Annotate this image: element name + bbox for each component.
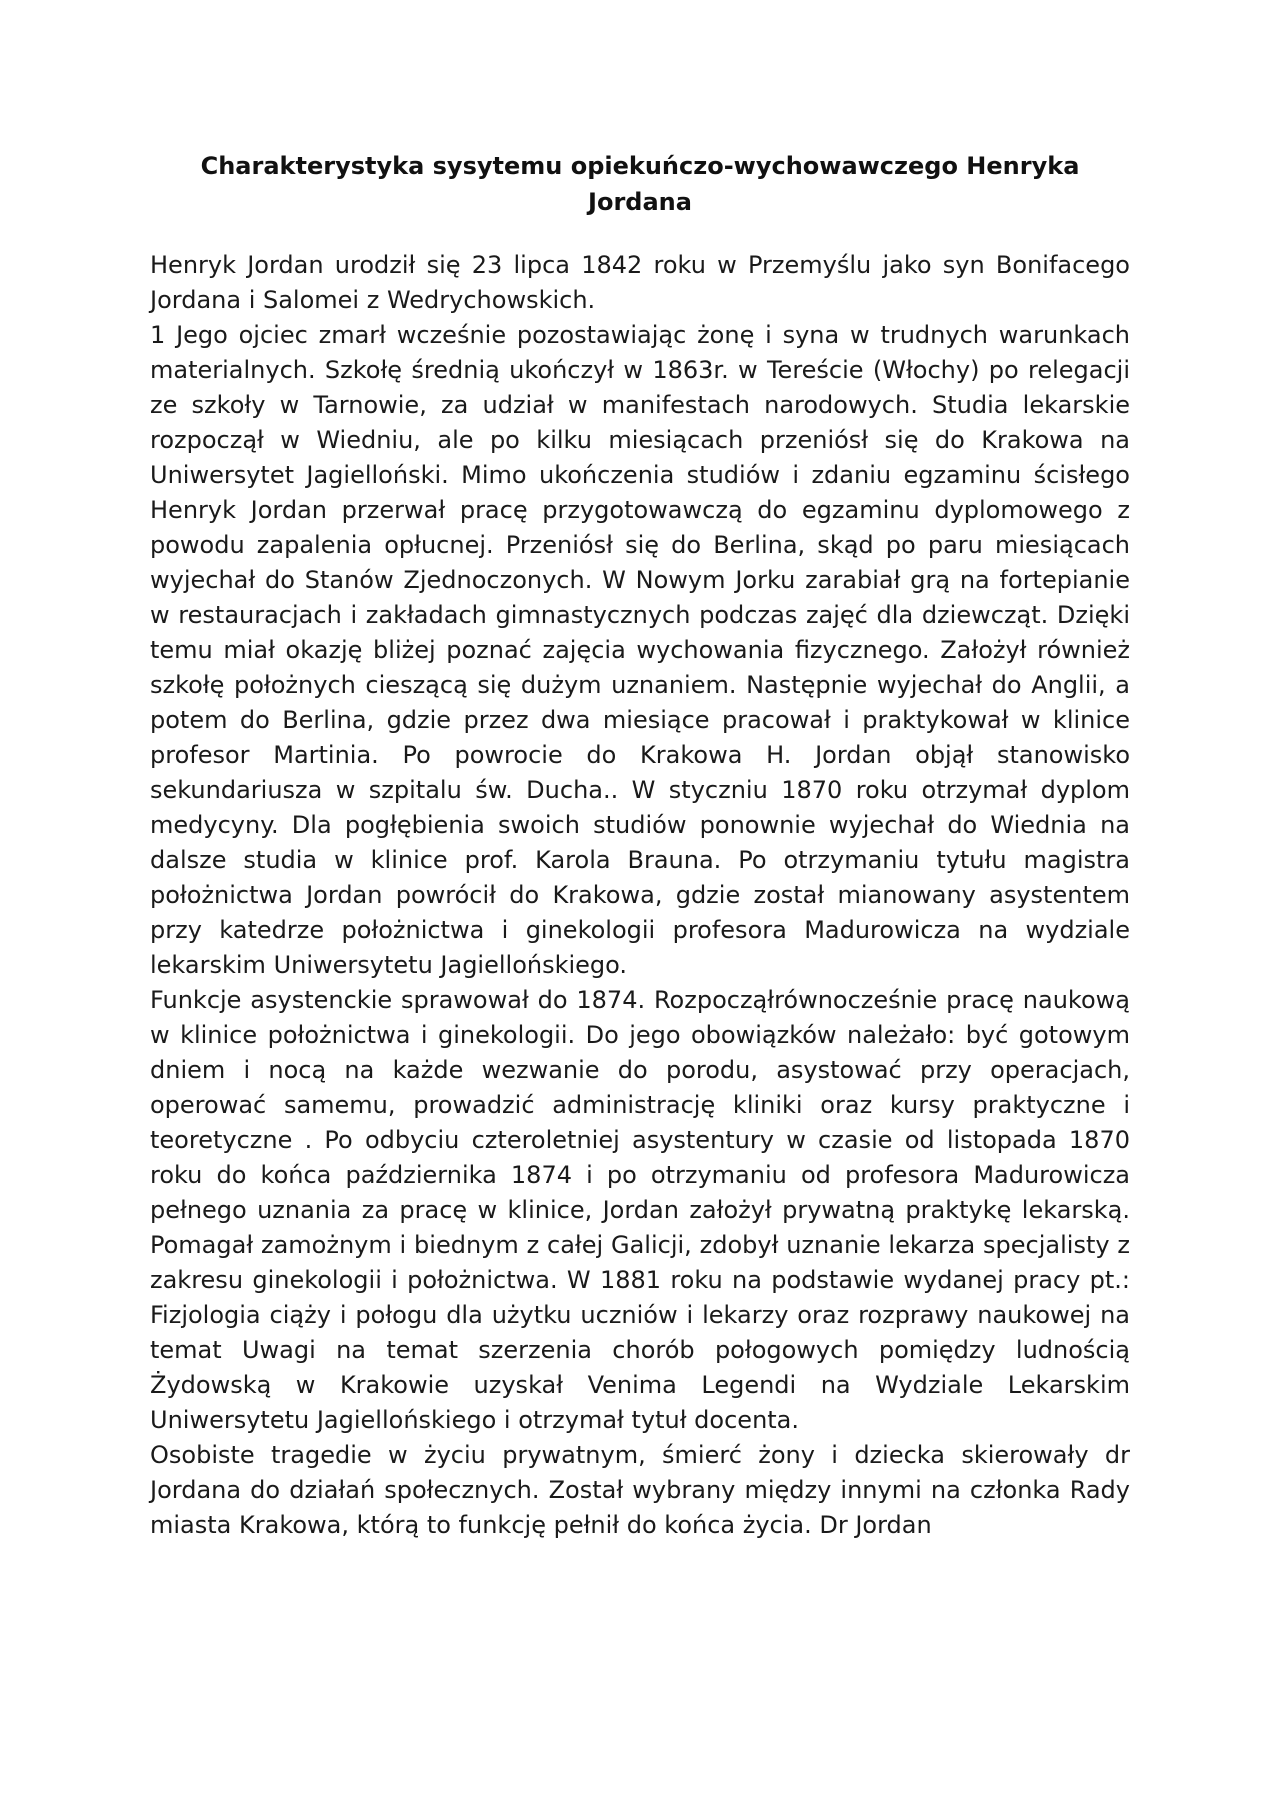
document-title: Charakterystyka sysytemu opiekuńczo-wychowawczego Henryka Jordana (200, 152, 1080, 216)
paragraph-assistant: Funkcje asystenckie sprawował do 1874. Rozpocząłrównocześnie pracę naukową w klinice położnictwa i ginekologii. Do jego obowiązków należało: być gotowym dniem i nocą na każde wezwanie do porodu, asystować przy operacjach, operować samemu, prowadzić administrację kliniki oraz kursy praktyczne i teoretyczne . Po odbyciu czteroletniej asystentury w czasie od listopada 1870 roku do końca października 1874 i po otrzymaniu od profesora Madurowicza pełnego uznania za pracę w klinice, Jordan założył prywatną praktykę lekarską. Pomagał zamożnym i biednym z całej Galicji, zdobył uznanie lekarza specjalisty z zakresu ginekologii i położnictwa. W 1881 roku na podstawie wydanej pracy pt.: Fizjologia ciąży i połogu dla użytku uczniów i lekarzy oraz rozprawy naukowej na temat Uwagi na temat szerzenia chorób połogowych pomiędzy ludnością Żydowską w Krakowie uzyskał Venima Legendi na Wydziale Lekarskim Uniwersytetu Jagiellońskiego i otrzymał tytuł docenta. (150, 986, 1130, 1434)
paragraph-birth: Henryk Jordan urodził się 23 lipca 1842 roku w Przemyślu jako syn Bonifacego Jordana i Salomei z Wedrychowskich. (150, 251, 1130, 314)
paragraph-education: 1 Jego ojciec zmarł wcześnie pozostawiając żonę i syna w trudnych warunkach materialnych. Szkołę średnią ukończył w 1863r. w Tereście (Włochy) po relegacji ze szkoły w Tarnowie, za udział w manifestach narodowych. Studia lekarskie rozpoczął w Wiedniu, ale po kilku miesiącach przeniósł się do Krakowa na Uniwersytet Jagielloński. Mimo ukończenia studiów i zdaniu egzaminu ścisłego Henryk Jordan przerwał pracę przygotowawczą do egzaminu dyplomowego z powodu zapalenia opłucnej. Przeniósł się do Berlina, skąd po paru miesiącach wyjechał do Stanów Zjednoczonych. W Nowym Jorku zarabiał grą na fortepianie w restauracjach i zakładach gimnastycznych podczas zajęć dla dziewcząt. Dzięki temu miał okazję bliżej poznać zajęcia wychowania fizycznego. Założył również szkołę położnych cieszącą się dużym uznaniem. Następnie wyjechał do Anglii, a potem do Berlina, gdzie przez dwa miesiące pracował i praktykował w klinice profesor Martinia. Po powrocie do Krakowa H. Jordan objął stanowisko sekundariusza w szpitalu św. Ducha.. W styczniu 1870 roku otrzymał dyplom medycyny. Dla pogłębienia swoich studiów ponownie wyjechał do Wiednia na dalsze studia w klinice prof. Karola Brauna. Po otrzymaniu tytułu magistra położnictwa Jordan powrócił do Krakowa, gdzie został mianowany asystentem przy katedrze położnictwa i ginekologii profesora Madurowicza na wydziale lekarskim Uniwersytetu Jagiellońskiego. (150, 321, 1130, 979)
paragraph-social: Osobiste tragedie w życiu prywatnym, śmierć żony i dziecka skierowały dr Jordana do działań społecznych. Został wybrany między innymi na członka Rady miasta Krakowa, którą to funkcję pełnił do końca życia. Dr Jordan (150, 1441, 1130, 1539)
document-page (150, 148, 1130, 1543)
